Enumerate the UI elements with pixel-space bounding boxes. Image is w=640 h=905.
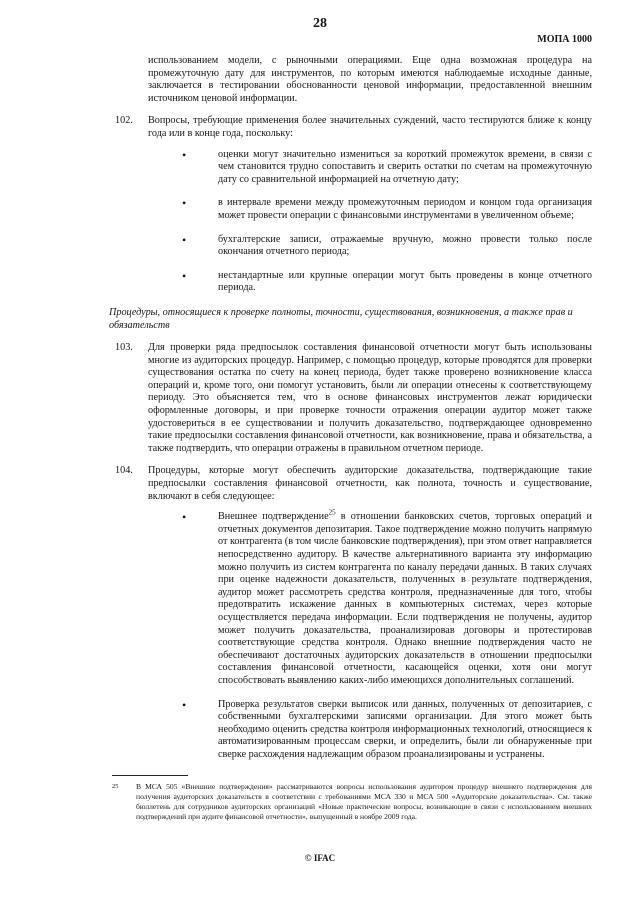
paragraph-text: Для проверки ряда предпосылок составления финансовой отчетности могут быть использованы многие из аудиторских процедур. Например, с помощью процедур, которые проводятся для проверки существования остатка по счету на конец периода, будет также проверено возникновение класса операций и, кроме того, они помогут установить, были ли операции отнесены к соответствующему периоду. Это объясняется тем, что в основе финансовых инструментов лежат юридически оформленные договоры, и при проверке точности отражения операции аудитор может также удостовериться в ее существовании и получить доказательство, подтверждающее одновременно такие предпосылки составления финансовой отчетности, как возникновение, права и обязательства, а также подтвердить, что операции отражены в правильном отчетном периоде. xyxy=(148,342,592,454)
continuation-paragraph: использованием модели, с рыночными операциями. Еще одна возможная процедура на промежуточную дату для инструментов, по которым имеются наблюдаемые исходные данные, заключается в тестировании обоснованности ценовой информации, предоставленной внешним источником ценовой информации. xyxy=(148,55,592,104)
bullet-list xyxy=(148,149,592,295)
section-heading: Процедуры, относящиеся к проверке полноты, точности, существования, возникновения, а также прав и обязательств xyxy=(109,306,573,331)
paragraph-number: 104. xyxy=(115,465,133,477)
bullet-icon: • xyxy=(182,697,187,712)
list-item xyxy=(182,234,592,259)
document-code: МОПА 1000 xyxy=(537,34,592,45)
bullet-icon: • xyxy=(182,147,187,162)
list-item xyxy=(182,699,592,762)
list-item-text: бухгалтерские записи, отражаемые вручную, можно провести только после окончания отчетного периода; xyxy=(218,233,592,258)
page-content xyxy=(109,55,593,773)
list-item-lead: Внешнее подтверждение xyxy=(218,511,329,523)
list-item-text: оценки могут значительно измениться за короткий промежуток времени, в связи с чем становится трудно сопоставить и сверить остатки по счетам на промежуточную дату со сравнительной информацией на отчетную дату; xyxy=(218,148,592,185)
list-item xyxy=(182,149,592,187)
paragraph-103 xyxy=(112,342,592,455)
bullet-icon: • xyxy=(182,510,187,525)
paragraph-number: 102. xyxy=(115,115,133,127)
paragraph-number: 103. xyxy=(115,342,133,354)
bullet-icon: • xyxy=(182,196,187,211)
footnote-reference[interactable]: 25 xyxy=(328,508,336,517)
list-item xyxy=(182,270,592,295)
copyright-footer: © IFAC xyxy=(304,853,336,863)
bullet-icon: • xyxy=(182,232,187,247)
bullet-icon: • xyxy=(182,268,187,283)
list-item-text: Проверка результатов сверки выписок или данных, полученных от депозитариев, с собственными бухгалтерскими записями организации. Для этого может быть необходимо оценить средства контроля информационных технологий, относящиеся к автоматизированным процессам сверки, и определить, были ли обнаруженные при сверке расхождения надлежащим образом проанализированы и устранены. xyxy=(218,698,592,760)
footnote-text: В МСА 505 «Внешние подтверждения» рассматриваются вопросы использования аудитором процедур внешнего подтверждения для получения аудиторских доказательств в соответствии с требованиями МСА 330 и МСА 500 «Аудиторские доказательства». См. также бюллетень для сотрудников аудиторских организаций «Новые практические вопросы, возникающие в связи с использованием внешних подтверждений при аудите финансовой отчетности», выпущенный в ноябре 2009 года. xyxy=(136,782,592,821)
paragraph-102 xyxy=(112,115,592,295)
list-item xyxy=(182,508,593,687)
footnote-mark: 25 xyxy=(112,783,119,790)
list-item-text xyxy=(218,508,593,686)
footnote xyxy=(112,782,592,822)
list-item-text: в интервале времени между промежуточным периодом и концом года организация может провести операции с финансовыми инструментами в увеличенном объеме; xyxy=(218,197,592,221)
bullet-list xyxy=(148,508,593,761)
list-item xyxy=(182,197,592,222)
page-number: 28 xyxy=(313,16,327,31)
paragraph-104 xyxy=(112,465,592,761)
paragraph-text: Вопросы, требующие применения более значительных суждений, часто тестируются ближе к концу года или в конце года, поскольку: xyxy=(148,115,592,139)
list-item-text: нестандартные или крупные операции могут быть проведены в конце отчетного периода. xyxy=(218,269,592,294)
paragraph-text: Процедуры, которые могут обеспечить аудиторские доказательства, подтверждающие такие предпосылки составления финансовой отчетности, как полнота, точность и существование, включают в себя следующее: xyxy=(148,465,592,502)
footnote-divider xyxy=(112,775,188,776)
list-item-rest: в отношении банковских счетов, торговых операций и отчетных документов депозитария. Такое подтверждение можно получить напрямую от контрагента (в том числе банковские подтверждения), при этом ответ направляется непосредственно аудитору. В качестве альтернативного варианта эту информацию можно получить из систем контрагента по каналу передачи данных. В таких случаях при оценке надежности доказательств, полученных в результате подтверждения, аудитор может рассмотреть средства контроля, предназначенные для того, чтобы предотвратить искажение данных в компьютерных системах, через которые осуществляется передача информации. Если подтверждения не получены, аудитор может получить доказательства, проанализировав договоры и протестировав соответствующие средства контроля. Однако внешние подтверждения часто не обеспечивают достаточных аудиторских доказательств в отношении предпосылки составления финансовой отчетности, касающейся оценки, хотя они могут способствовать выявлению каких-либо имеющихся дополнительных соглашений. xyxy=(218,511,593,686)
